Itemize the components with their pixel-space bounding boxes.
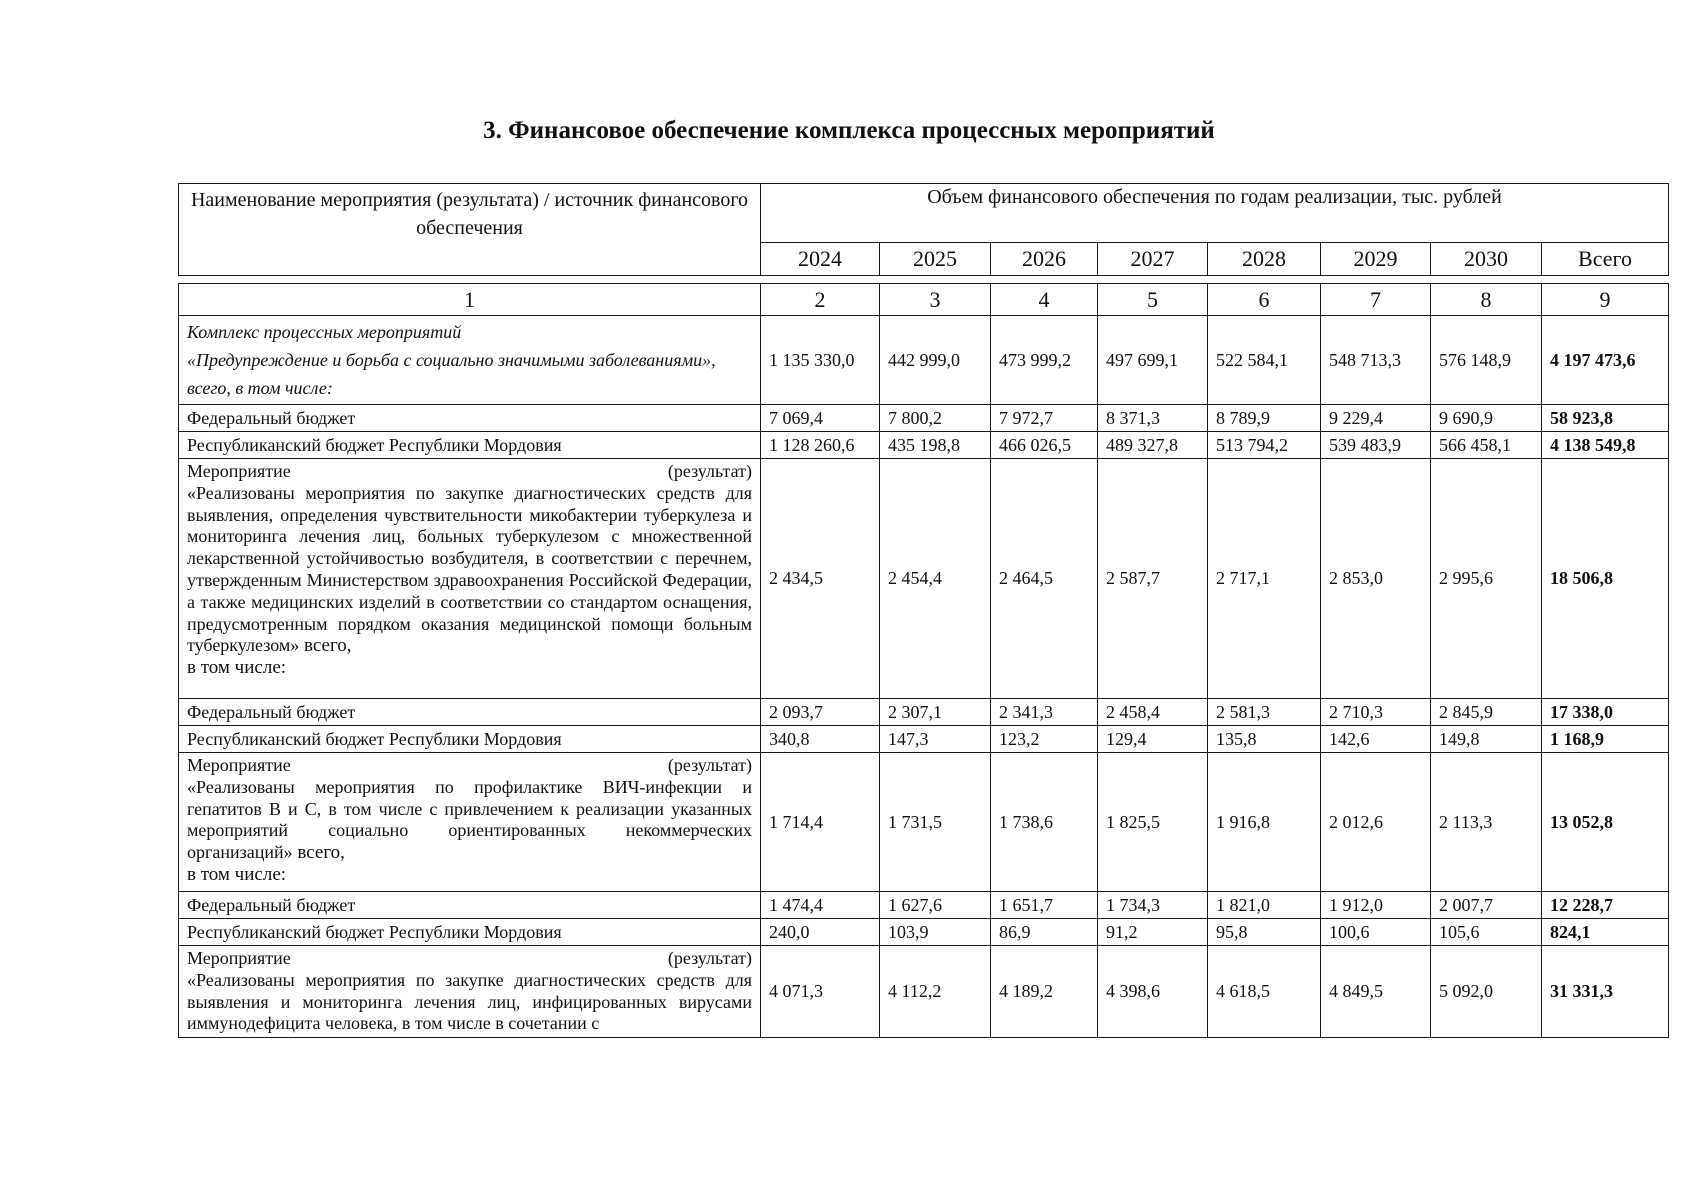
year-value: 2 710,3 — [1321, 699, 1431, 726]
year-value: 2 307,1 — [880, 699, 991, 726]
column-number: 8 — [1431, 284, 1542, 316]
column-number: 6 — [1208, 284, 1321, 316]
measure-label: Мероприятие — [187, 755, 291, 775]
year-value: 466 026,5 — [991, 432, 1098, 459]
column-header-name: Наименование мероприятия (результата) / источник финансового обеспечения — [179, 184, 761, 276]
year-value: 1 474,4 — [761, 892, 880, 919]
year-value: 1 714,4 — [761, 753, 880, 892]
result-label: (результат) — [667, 755, 752, 775]
funding-source: Республиканский бюджет Республики Мордовия — [179, 432, 761, 459]
year-value: 1 738,6 — [991, 753, 1098, 892]
year-value: 2 464,5 — [991, 459, 1098, 699]
measure-label: Мероприятие — [187, 948, 291, 968]
year-value: 8 371,3 — [1098, 405, 1208, 432]
year-value: 100,6 — [1321, 919, 1431, 946]
measure-description — [187, 777, 752, 864]
table-row — [179, 699, 1669, 726]
total-value: 824,1 — [1542, 919, 1669, 946]
row-name — [179, 753, 761, 892]
row-name — [179, 946, 761, 1038]
total-value: 31 331,3 — [1542, 946, 1669, 1038]
year-header: 2024 — [761, 243, 880, 276]
header-table — [178, 183, 1669, 276]
table-row — [179, 459, 1669, 699]
year-header: 2029 — [1321, 243, 1431, 276]
year-value: 2 995,6 — [1431, 459, 1542, 699]
year-value: 539 483,9 — [1321, 432, 1431, 459]
year-value: 522 584,1 — [1208, 316, 1321, 405]
year-value: 1 825,5 — [1098, 753, 1208, 892]
column-number: 9 — [1542, 284, 1669, 316]
finance-table — [178, 283, 1669, 1038]
year-value: 2 434,5 — [761, 459, 880, 699]
year-value: 9 690,9 — [1431, 405, 1542, 432]
year-value: 473 999,2 — [991, 316, 1098, 405]
measure-total-label: всего, — [292, 842, 345, 864]
year-value: 8 789,9 — [1208, 405, 1321, 432]
funding-source: Федеральный бюджет — [179, 405, 761, 432]
total-value: 12 228,7 — [1542, 892, 1669, 919]
year-value: 1 651,7 — [991, 892, 1098, 919]
column-number: 5 — [1098, 284, 1208, 316]
year-value: 105,6 — [1431, 919, 1542, 946]
year-value: 86,9 — [991, 919, 1098, 946]
year-value: 240,0 — [761, 919, 880, 946]
year-value: 5 092,0 — [1431, 946, 1542, 1038]
total-value: 13 052,8 — [1542, 753, 1669, 892]
year-value: 1 734,3 — [1098, 892, 1208, 919]
funding-source: Республиканский бюджет Республики Мордовия — [179, 919, 761, 946]
year-header: 2028 — [1208, 243, 1321, 276]
measure-text: «Реализованы мероприятия по профилактике ВИЧ-инфекции и гепатитов В и С, в том числе с привлечением к реализации указанных мероприятий социально ориентированных некоммерческих организаций» — [187, 776, 752, 863]
measure-heading — [187, 755, 752, 777]
column-header-group: Объем финансового обеспечения по годам реализации, тыс. рублей — [761, 184, 1669, 243]
year-value: 2 717,1 — [1208, 459, 1321, 699]
year-value: 1 821,0 — [1208, 892, 1321, 919]
funding-source: Федеральный бюджет — [179, 892, 761, 919]
year-header: 2030 — [1431, 243, 1542, 276]
year-value: 149,8 — [1431, 726, 1542, 753]
measure-text: «Реализованы мероприятия по закупке диагностических средств для выявления, определения чувствительности микобактерии туберкулеза и мониторинга лечения лиц, больных туберкулезом с множественной лекарственной устойчивостью возбудителя, в соответствии с перечнем, утвержденным Министерством здравоохранения Российской Федерации, а также медицинских изделий в соответствии со стандартом оснащения, предусмотренным порядком оказания медицинской помощи больным туберкулезом» — [187, 482, 752, 656]
year-value: 7 800,2 — [880, 405, 991, 432]
year-value: 2 007,7 — [1431, 892, 1542, 919]
total-value: 17 338,0 — [1542, 699, 1669, 726]
year-value: 1 916,8 — [1208, 753, 1321, 892]
year-header: 2025 — [880, 243, 991, 276]
year-value: 4 071,3 — [761, 946, 880, 1038]
year-value: 2 853,0 — [1321, 459, 1431, 699]
total-value: 4 138 549,8 — [1542, 432, 1669, 459]
measure-text: «Реализованы мероприятия по закупке диагностических средств для выявления и мониторинга лечения лиц, инфицированных вирусами иммунодефицита человека, в том числе в сочетании с — [187, 969, 752, 1034]
measure-heading — [187, 948, 752, 970]
year-value: 1 128 260,6 — [761, 432, 880, 459]
year-value: 4 112,2 — [880, 946, 991, 1038]
page-title: 3. Финансовое обеспечение комплекса процессных мероприятий — [483, 117, 1215, 144]
year-value: 2 341,3 — [991, 699, 1098, 726]
year-value: 1 912,0 — [1321, 892, 1431, 919]
year-value: 91,2 — [1098, 919, 1208, 946]
table-row — [179, 753, 1669, 892]
year-value: 4 618,5 — [1208, 946, 1321, 1038]
complex-title: «Предупреждение и борьба с социально значимыми заболеваниями», всего, в том числе: — [187, 350, 716, 398]
column-number: 3 — [880, 284, 991, 316]
year-value: 129,4 — [1098, 726, 1208, 753]
table-row — [179, 726, 1669, 753]
year-value: 4 189,2 — [991, 946, 1098, 1038]
total-value: 18 506,8 — [1542, 459, 1669, 699]
measure-label: Мероприятие — [187, 461, 291, 481]
year-value: 147,3 — [880, 726, 991, 753]
year-value: 9 229,4 — [1321, 405, 1431, 432]
table-row — [179, 919, 1669, 946]
measure-description — [187, 483, 752, 657]
measure-total-label: всего, — [299, 635, 352, 657]
total-value: 58 923,8 — [1542, 405, 1669, 432]
funding-source: Республиканский бюджет Республики Мордовия — [179, 726, 761, 753]
row-name — [179, 316, 761, 405]
column-number: 2 — [761, 284, 880, 316]
result-label: (результат) — [667, 948, 752, 968]
year-value: 2 587,7 — [1098, 459, 1208, 699]
result-label: (результат) — [667, 461, 752, 481]
year-value: 4 849,5 — [1321, 946, 1431, 1038]
column-number: 7 — [1321, 284, 1431, 316]
complex-label: Комплекс процессных мероприятий — [187, 322, 462, 342]
total-value: 1 168,9 — [1542, 726, 1669, 753]
year-value: 142,6 — [1321, 726, 1431, 753]
year-value: 95,8 — [1208, 919, 1321, 946]
year-value: 7 972,7 — [991, 405, 1098, 432]
year-value: 2 845,9 — [1431, 699, 1542, 726]
column-number-row — [179, 284, 1669, 316]
column-number: 4 — [991, 284, 1098, 316]
total-header: Всего — [1542, 243, 1669, 276]
year-header: 2026 — [991, 243, 1098, 276]
year-value: 1 135 330,0 — [761, 316, 880, 405]
year-value: 2 012,6 — [1321, 753, 1431, 892]
year-value: 2 458,4 — [1098, 699, 1208, 726]
year-value: 513 794,2 — [1208, 432, 1321, 459]
year-value: 1 731,5 — [880, 753, 991, 892]
measure-description — [187, 970, 752, 1035]
year-value: 566 458,1 — [1431, 432, 1542, 459]
including-label: в том числе: — [187, 863, 287, 885]
year-value: 340,8 — [761, 726, 880, 753]
year-value: 497 699,1 — [1098, 316, 1208, 405]
year-value: 103,9 — [880, 919, 991, 946]
year-value: 548 713,3 — [1321, 316, 1431, 405]
including-label: в том числе: — [187, 657, 287, 679]
table-row — [179, 432, 1669, 459]
year-value: 2 581,3 — [1208, 699, 1321, 726]
column-number: 1 — [179, 284, 761, 316]
row-name — [179, 459, 761, 699]
table-row — [179, 946, 1669, 1038]
year-value: 2 093,7 — [761, 699, 880, 726]
year-value: 1 627,6 — [880, 892, 991, 919]
year-value: 576 148,9 — [1431, 316, 1542, 405]
year-value: 442 999,0 — [880, 316, 991, 405]
table-row — [179, 892, 1669, 919]
year-value: 135,8 — [1208, 726, 1321, 753]
year-value: 489 327,8 — [1098, 432, 1208, 459]
year-value: 2 113,3 — [1431, 753, 1542, 892]
table-row — [179, 405, 1669, 432]
table-row — [179, 316, 1669, 405]
year-value: 7 069,4 — [761, 405, 880, 432]
year-value: 123,2 — [991, 726, 1098, 753]
year-header: 2027 — [1098, 243, 1208, 276]
year-value: 435 198,8 — [880, 432, 991, 459]
funding-source: Федеральный бюджет — [179, 699, 761, 726]
year-value: 2 454,4 — [880, 459, 991, 699]
measure-heading — [187, 461, 752, 483]
year-value: 4 398,6 — [1098, 946, 1208, 1038]
total-value: 4 197 473,6 — [1542, 316, 1669, 405]
